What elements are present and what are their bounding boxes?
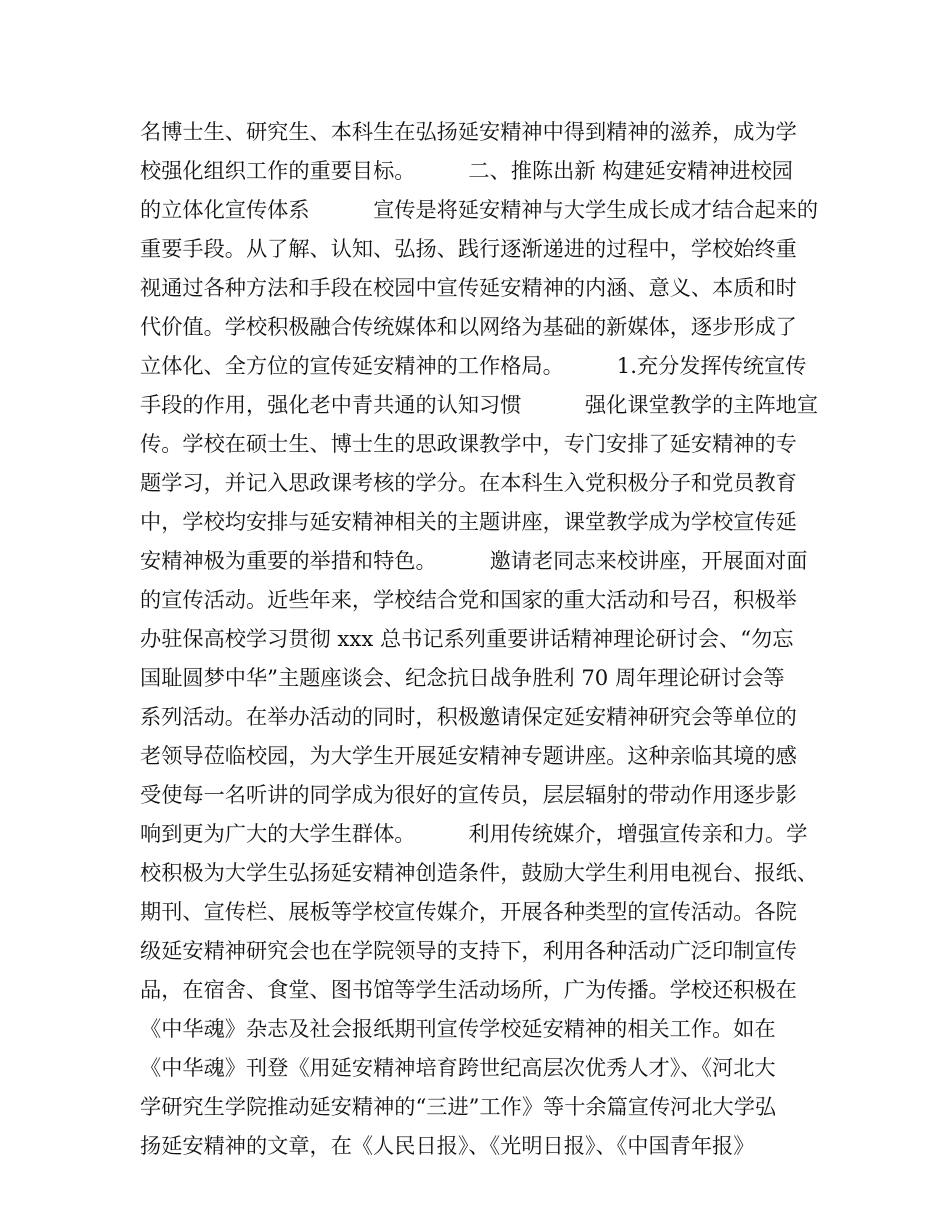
text-line: 的立体化宣传体系 宣传是将延安精神与大学生成长成才结合起来的 <box>140 197 819 222</box>
text-line: 受使每一名听讲的同学成为很好的宣传员，层层辐射的带动作用逐步影 <box>140 782 797 807</box>
body-text <box>140 112 830 1165</box>
text-line: 立体化、全方位的宣传延安精神的工作格局。 1.充分发挥传统宣传 <box>140 353 807 378</box>
text-line: 代价值。学校积极融合传统媒体和以网络为基础的新媒体，逐步形成了 <box>140 314 797 339</box>
text-line: 扬延安精神的文章，在《人民日报》、《光明日报》、《中国青年报》 <box>140 1133 755 1158</box>
text-line: 校强化组织工作的重要目标。 二、推陈出新 构建延安精神进校园 <box>140 158 793 183</box>
text-line: 名博士生、研究生、本科生在弘扬延安精神中得到精神的滋养，成为学 <box>140 119 797 144</box>
text-line: 《中华魂》刊登《用延安精神培育跨世纪高层次优秀人才》、《河北大 <box>140 1055 776 1080</box>
text-line: 老领导莅临校园，为大学生开展延安精神专题讲座。这种亲临其境的感 <box>140 743 797 768</box>
text-line: 级延安精神研究会也在学院领导的支持下，利用各种活动广泛印制宣传 <box>140 938 797 963</box>
text-line: 手段的作用，强化老中青共通的认知习惯 强化课堂教学的主阵地宣 <box>140 392 819 417</box>
text-line: 视通过各种方法和手段在校园中宣传延安精神的内涵、意义、本质和时 <box>140 275 797 300</box>
text-line: 响到更为广大的大学生群体。 利用传统媒介，增强宣传亲和力。学 <box>140 821 808 846</box>
text-line: 期刊、宣传栏、展板等学校宣传媒介，开展各种类型的宣传活动。各院 <box>140 899 797 924</box>
text-line: 校积极为大学生弘扬延安精神创造条件，鼓励大学生利用电视台、报纸、 <box>140 860 819 885</box>
text-line: 传。学校在硕士生、博士生的思政课教学中，专门安排了延安精神的专 <box>140 431 797 456</box>
text-line: 中，学校均安排与延安精神相关的主题讲座，课堂教学成为学校宣传延 <box>140 509 797 534</box>
text-line: 品，在宿舍、食堂、图书馆等学生活动场所，广为传播。学校还积极在 <box>140 977 797 1002</box>
text-line: 学研究生学院推动延安精神的“三进”工作》等十余篇宣传河北大学弘 <box>140 1094 777 1119</box>
text-line: 安精神极为重要的举措和特色。 邀请老同志来校讲座，开展面对面 <box>140 548 808 573</box>
text-line: 的宣传活动。近些年来，学校结合党和国家的重大活动和号召，积极举 <box>140 587 797 612</box>
text-line: 重要手段。从了解、认知、弘扬、践行逐渐递进的过程中，学校始终重 <box>140 236 797 261</box>
text-line: 国耻圆梦中华”主题座谈会、纪念抗日战争胜利 70 周年理论研讨会等 <box>140 665 785 690</box>
text-line: 《中华魂》杂志及社会报纸期刊宣传学校延安精神的相关工作。如在 <box>140 1016 776 1041</box>
text-line: 题学习，并记入思政课考核的学分。在本科生入党积极分子和党员教育 <box>140 470 797 495</box>
text-line: 办驻保高校学习贯彻 xxx 总书记系列重要讲话精神理论研讨会、“勿忘 <box>140 626 794 651</box>
text-line: 系列活动。在举办活动的同时，积极邀请保定延安精神研究会等单位的 <box>140 704 797 729</box>
